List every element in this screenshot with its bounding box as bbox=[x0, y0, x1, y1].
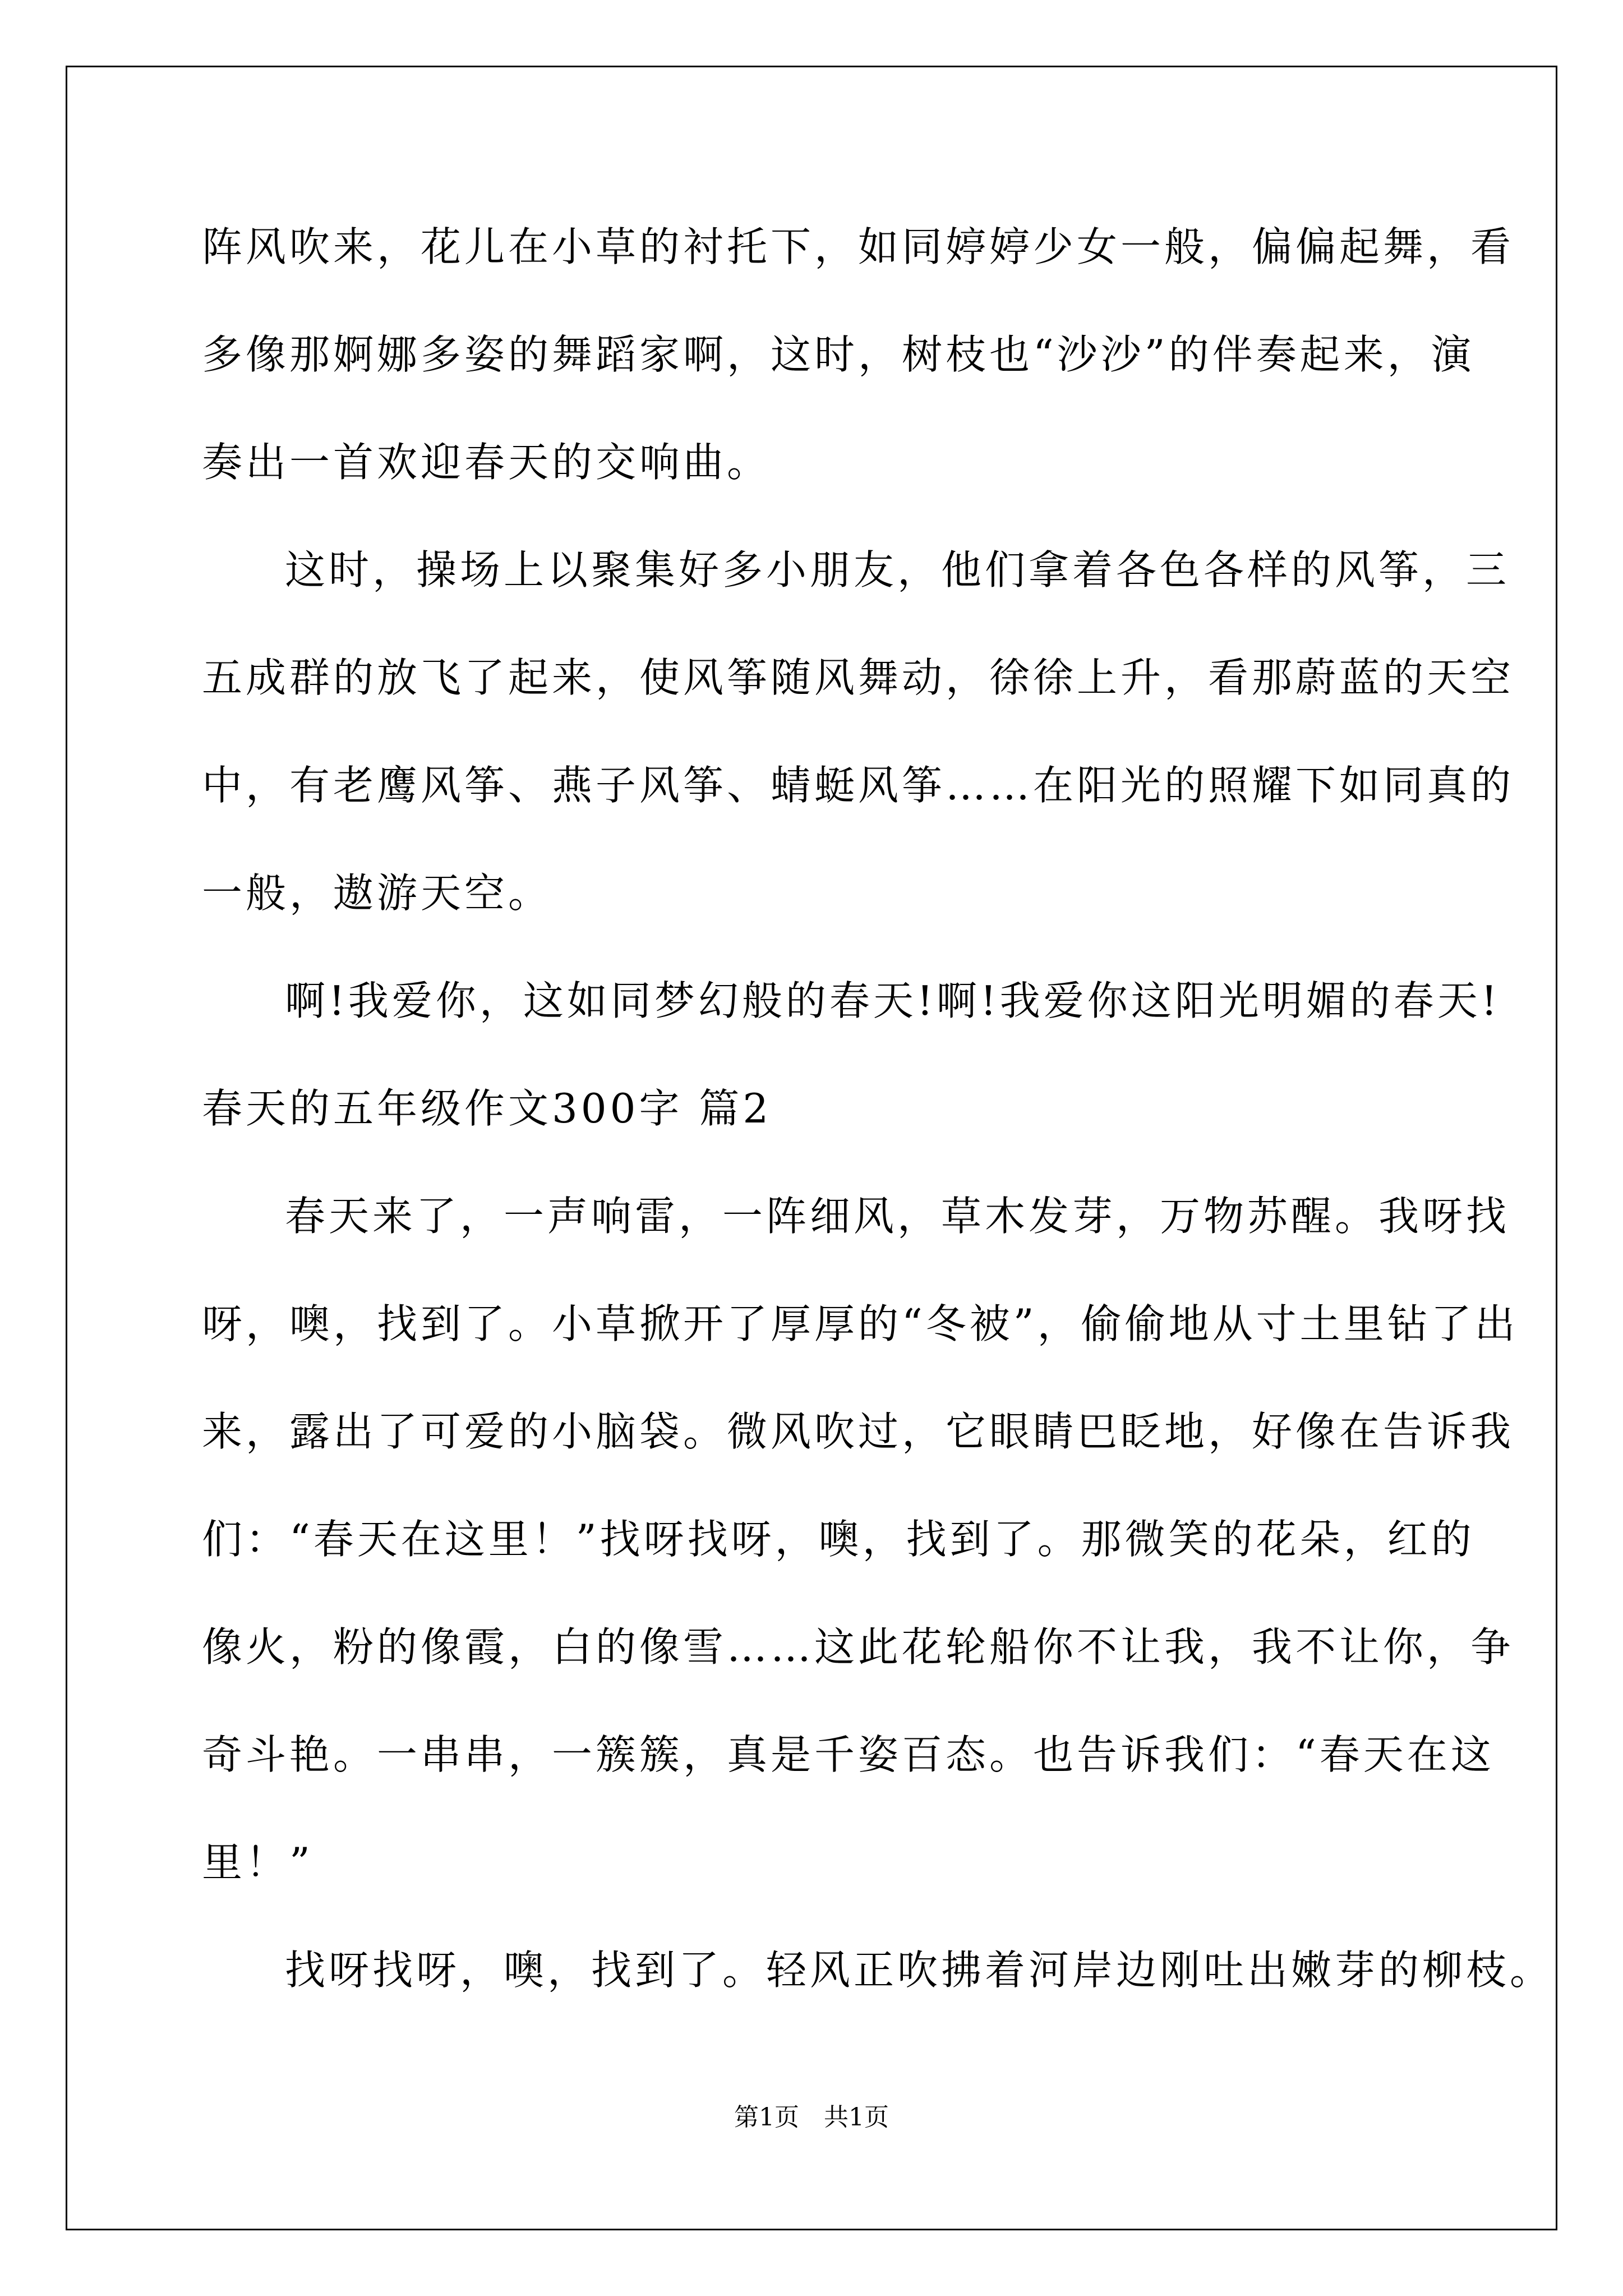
section-heading: 春天的五年级作文300字 篇2 bbox=[202, 1085, 772, 1132]
text-line: 像火，粉的像霞，白的像雪……这此花轮船你不让我，我不让你，争 bbox=[202, 1623, 1515, 1671]
text-line: 五成群的放飞了起来，使风筝随风舞动，徐徐上升，看那蔚蓝的天空 bbox=[202, 654, 1515, 701]
text-line: 多像那婀娜多姿的舞蹈家啊，这时，树枝也“沙沙”的伴奏起来，演 bbox=[202, 331, 1475, 378]
text-line: 中，有老鹰风筝、燕子风筝、蜻蜓风筝……在阳光的照耀下如同真的 bbox=[202, 762, 1515, 809]
page-number-footer: 第1页 共1页 bbox=[734, 2103, 889, 2132]
text-line: 奏出一首欢迎春天的交响曲。 bbox=[202, 439, 771, 486]
text-line: 来，露出了可爱的小脑袋。微风吹过，它眼睛巴眨地，好像在告诉我 bbox=[202, 1408, 1515, 1455]
text-line: 里！” bbox=[202, 1839, 313, 1886]
text-line: 阵风吹来，花儿在小草的衬托下，如同婷婷少女一般，偏偏起舞，看 bbox=[202, 223, 1515, 270]
text-line: 这时，操场上以聚集好多小朋友，他们拿着各色各样的风筝，三 bbox=[285, 546, 1510, 593]
text-line: 啊!我爱你，这如同梦幻般的春天!啊!我爱你这阳光明媚的春天! bbox=[285, 977, 1501, 1024]
page-border bbox=[66, 66, 1557, 2230]
text-line: 一般，遨游天空。 bbox=[202, 869, 552, 917]
text-line: 奇斗艳。一串串，一簇簇，真是千姿百态。也告诉我们：“春天在这 bbox=[202, 1731, 1495, 1778]
text-line: 呀，噢，找到了。小草掀开了厚厚的“冬被”，偷偷地从寸土里钻了出 bbox=[202, 1300, 1519, 1347]
text-line: 春天来了，一声响雷，一阵细风，草木发芽，万物苏醒。我呀找 bbox=[285, 1193, 1510, 1240]
text-line: 找呀找呀，噢，找到了。轻风正吹拂着河岸边刚吐出嫩芽的柳枝。 bbox=[285, 1947, 1554, 1994]
text-line: 们：“春天在这里！”找呀找呀，噢，找到了。那微笑的花朵，红的 bbox=[202, 1516, 1475, 1563]
